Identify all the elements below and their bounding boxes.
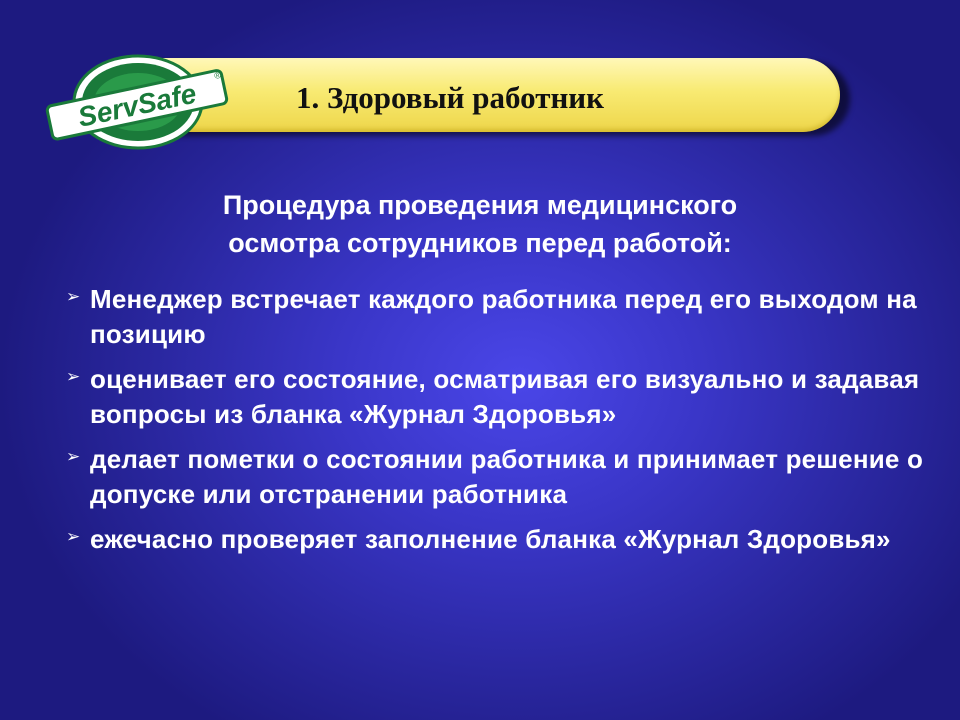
arrow-bullet-icon: ➢ [66,367,81,386]
bullet-item-2 [66,362,926,432]
slide-title: 1. Здоровый работник [296,80,605,115]
bullet-text-3: делает пометки о состоянии работника и принимает решение о допуске или отстранении работника [90,444,924,509]
servsafe-logo [38,50,233,150]
subheading-line-1: Процедура проведения медицинского [222,190,738,220]
bullet-text-1: Менеджер встречает каждого работника перед его выходом на позицию [90,284,917,349]
logo-registered-mark: ® [213,69,222,81]
bullet-item-1 [66,282,926,352]
bullet-item-3 [66,442,926,512]
arrow-bullet-icon: ➢ [66,527,81,546]
bullet-text-2: оценивает его состояние, осматривая его визуально и задавая вопросы из бланка «Журнал Здоровья» [90,364,920,429]
bullet-list [66,282,926,567]
subheading-line-2: осмотра сотрудников перед работой: [228,228,732,258]
bullet-text-4: ежечасно проверяет заполнение бланка «Журнал Здоровья» [90,524,891,554]
arrow-bullet-icon: ➢ [66,287,81,306]
subheading [90,186,870,262]
logo-text: ServSafe [75,77,199,133]
bullet-item-4 [66,522,926,557]
arrow-bullet-icon: ➢ [66,447,81,466]
